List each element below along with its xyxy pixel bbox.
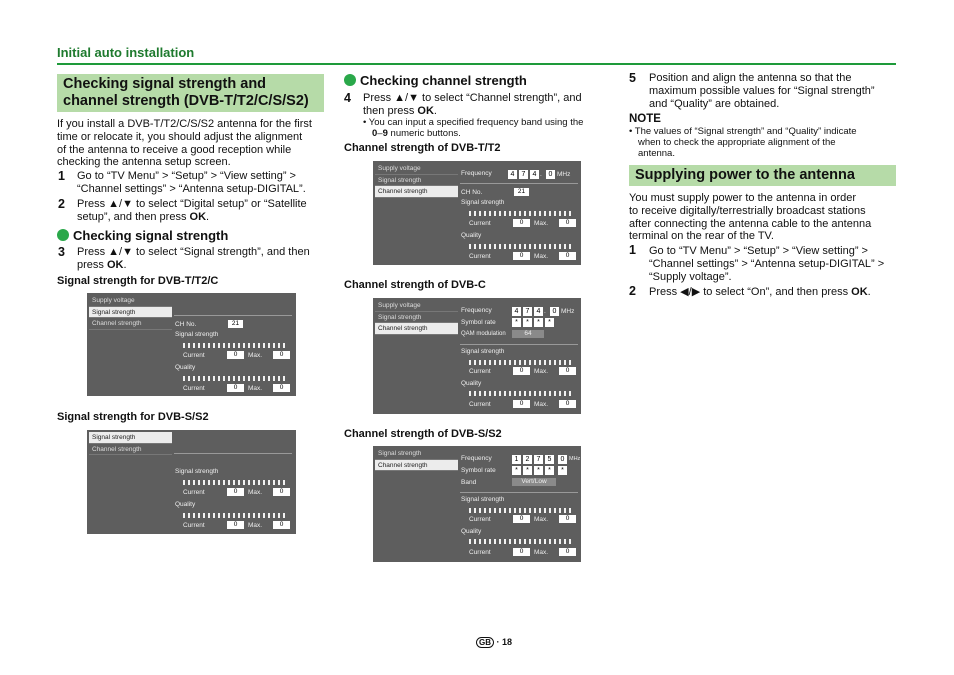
screen-menu: Signal strength Channel strength xyxy=(375,448,458,471)
region-badge: GB xyxy=(476,637,494,648)
sub-heading-channel: Checking channel strength xyxy=(344,73,527,88)
screen-channel-strength-c: Supply voltage Signal strength Channel strength Frequency 4 7 4 . 0 MHz Symbol rate * * * * QAM modulation 64 Signal strength Current 0 Max. 0 Quality Current 0 Max. 0 xyxy=(373,298,581,414)
step-4-text: Press ▲/▼ to select “Channel strength”, and then press OK. xyxy=(363,92,582,117)
caption-channel-s: Channel strength of DVB-S/S2 xyxy=(344,428,502,440)
caption-channel-c: Channel strength of DVB-C xyxy=(344,279,486,291)
green-bullet-icon xyxy=(344,74,356,86)
note-text: • The values of “Signal strength” and “Quality” indicate when to check the appropriate alignment of the antenna. xyxy=(629,126,857,159)
power-step-2-text: Press ◀/▶ to select “On”, and then press OK. xyxy=(649,286,871,298)
screen-channel-strength-s: Signal strength Channel strength Frequency 1 2 7 5 0 MHz Symbol rate * * * * * Band Vert/Low Signal strength Current 0 Max. 0 Quality Current 0 Max. 0 xyxy=(373,446,581,562)
screen-channel-strength-t: Supply voltage Signal strength Channel strength Frequency 4 7 4 . 0 MHz CH No. 21 Signal strength Current 0 Max. 0 Quality Current 0 Max. 0 xyxy=(373,161,581,265)
section-title-signal: Checking signal strength and channel strength (DVB-T/T2/C/S/S2) xyxy=(57,74,324,112)
screen-menu: Supply voltage Signal strength Channel strength xyxy=(375,300,458,335)
screen-signal-strength-s: Signal strength Channel strength Signal strength Current 0 Max. 0 Quality Current 0 Max. 0 xyxy=(87,430,296,534)
step-number: 3 xyxy=(58,245,65,259)
step-1-text: Go to “TV Menu” > “Setup” > “View setting” > “Channel settings” > “Antenna setup-DIGITAL”. xyxy=(77,170,306,195)
header-rule xyxy=(57,63,896,65)
step-number: 1 xyxy=(58,169,65,183)
section-header: Initial auto installation xyxy=(57,45,195,60)
intro-paragraph: If you install a DVB-T/T2/C/S/S2 antenna for the first time or relocate it, you should adjust the alignment of the antenna to receive a good reception while checking the antenna setup screen. xyxy=(57,118,312,169)
caption-signal-s: Signal strength for DVB-S/S2 xyxy=(57,411,209,423)
step-number: 1 xyxy=(629,243,636,257)
screen-signal-strength-t: Supply voltage Signal strength Channel strength CH No. 21 Signal strength Current 0 Max. 0 Quality Current 0 Max. 0 xyxy=(87,293,296,396)
page-number: · 18 xyxy=(496,637,513,647)
screen-menu: Supply voltage Signal strength Channel strength xyxy=(375,163,458,198)
screen-menu: Signal strength Channel strength xyxy=(89,432,172,455)
power-intro: You must supply power to the antenna in order to receive digitally/terrestrially broadcast stations after connecting the antenna cable to the antenna terminal on the rear of the TV. xyxy=(629,192,872,243)
step-number: 4 xyxy=(344,91,351,105)
step-5-text: Position and align the antenna so that the maximum possible values for “Signal strength” and “Quality” are obtained. xyxy=(649,72,875,110)
step-3-text: Press ▲/▼ to select “Signal strength”, and then press OK. xyxy=(77,246,310,271)
note-title: NOTE xyxy=(629,113,661,125)
step-number: 5 xyxy=(629,71,636,85)
caption-channel-t: Channel strength of DVB-T/T2 xyxy=(344,142,501,154)
step-number: 2 xyxy=(629,284,636,298)
step-2-text: Press ▲/▼ to select “Digital setup” or “Satellite setup”, and then press OK. xyxy=(77,198,307,223)
green-bullet-icon xyxy=(57,229,69,241)
section-title-power: Supplying power to the antenna xyxy=(629,165,896,186)
page-footer xyxy=(476,637,512,648)
step-number: 2 xyxy=(58,197,65,211)
caption-signal-t: Signal strength for DVB-T/T2/C xyxy=(57,275,219,287)
screen-menu: Supply voltage Signal strength Channel strength xyxy=(89,295,172,330)
sub-heading-signal: Checking signal strength xyxy=(57,228,228,243)
power-step-1-text: Go to “TV Menu” > “Setup” > “View setting” > “Channel settings” > “Antenna setup-DIGITAL” > “Supply voltage”. xyxy=(649,245,885,283)
step-4-note: • You can input a specified frequency band using the 0–9 numeric buttons. xyxy=(363,117,584,139)
